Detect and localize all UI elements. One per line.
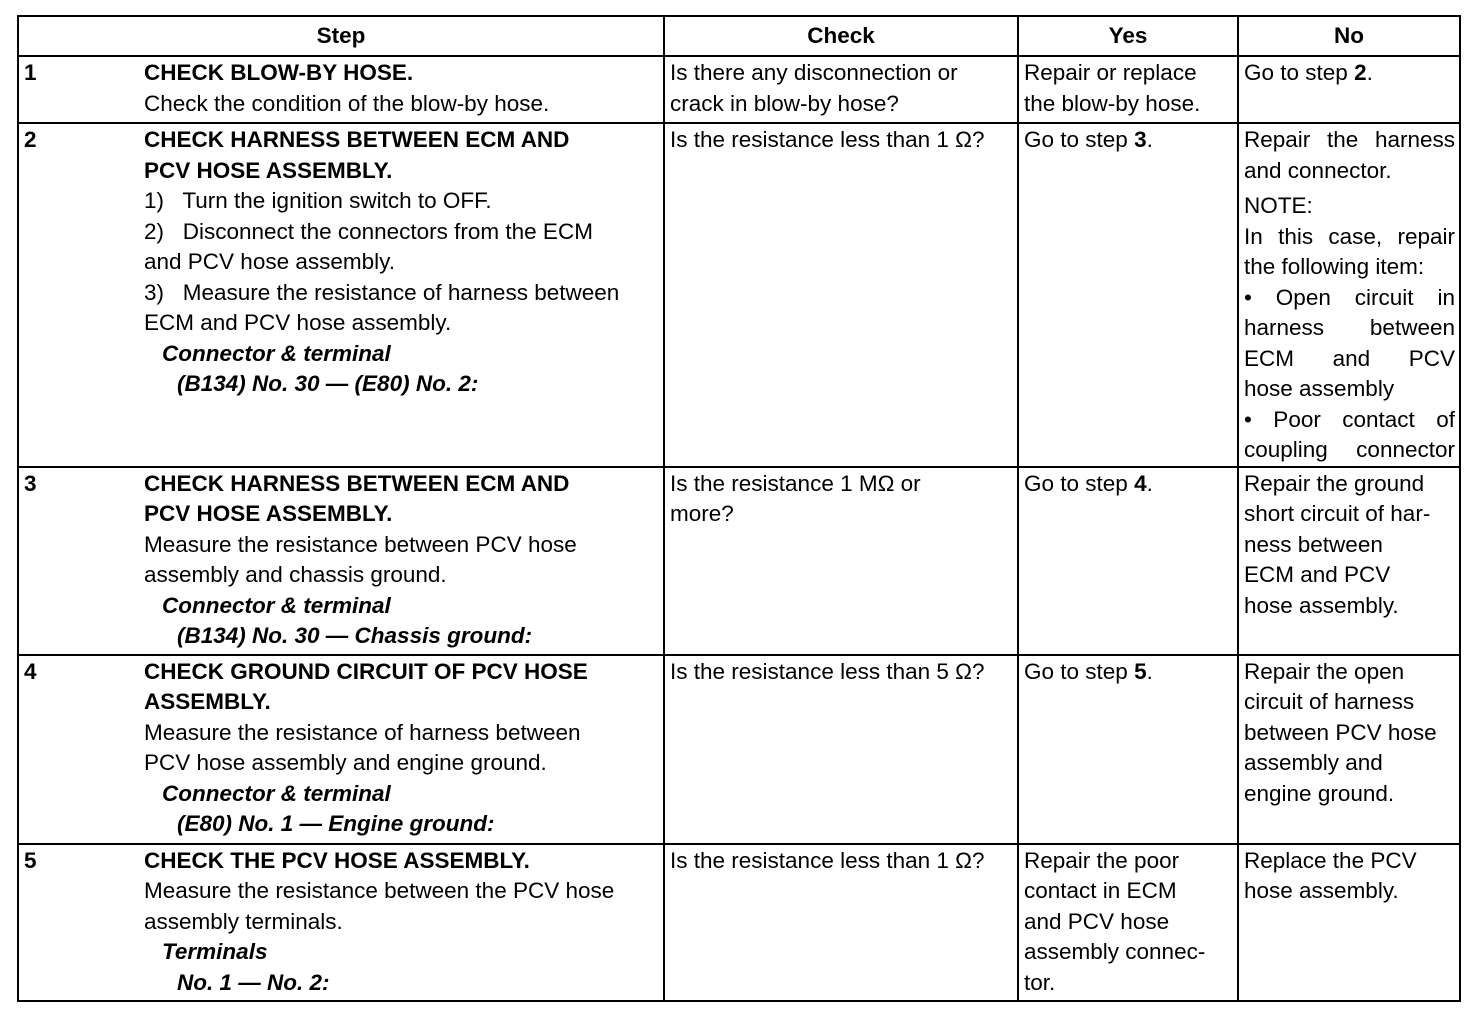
check-line: Is there any disconnection or: [670, 60, 958, 85]
check-cell: [664, 655, 1018, 844]
step-content: [19, 124, 663, 400]
note-line: coupling connector: [1244, 437, 1455, 462]
yes-prefix: Go to step: [1024, 470, 1135, 496]
table-row: [18, 467, 1460, 655]
step-number: 3: [24, 470, 37, 496]
step-title-line: PCV HOSE ASSEMBLY.: [144, 501, 393, 526]
yes-line: and PCV hose: [1024, 908, 1170, 934]
yes-suffix: .: [1146, 470, 1153, 496]
note-line: harness between: [1244, 315, 1455, 340]
check-cell: [664, 56, 1018, 123]
connector-value: (B134) No. 30 — Chassis ground:: [177, 623, 533, 648]
connector-value: No. 1 — No. 2:: [177, 969, 330, 995]
note-label: NOTE:: [1244, 193, 1313, 218]
step-number: 4: [24, 658, 37, 684]
connector-value: (E80) No. 1 — Engine ground:: [177, 811, 495, 836]
note-line: the following item:: [1244, 254, 1425, 279]
step-desc-line: Measure the resistance between PCV hose: [144, 531, 577, 557]
step-desc-line: assembly terminals.: [144, 908, 343, 934]
no-cell: [1238, 844, 1460, 1001]
check-line: Is the resistance less than 1 Ω?: [670, 847, 985, 873]
step-number: 2: [24, 127, 37, 152]
yes-cell: [1018, 123, 1238, 467]
step-title-line: PCV HOSE ASSEMBLY.: [144, 157, 393, 183]
no-cell: [1238, 56, 1460, 123]
table-row: [18, 844, 1460, 1001]
check-line: Is the resistance less than 1 Ω?: [670, 127, 985, 152]
no-prefix: Go to step: [1244, 60, 1355, 85]
note-line: In this case, repair: [1244, 223, 1455, 249]
no-line: hose assembly.: [1244, 878, 1399, 903]
step-desc-line: Measure the resistance between the PCV hose: [144, 878, 615, 903]
connector-label: Connector & terminal: [162, 340, 391, 366]
no-line: hose assembly.: [1244, 592, 1399, 618]
note-line: • Open circuit in: [1244, 284, 1455, 310]
no-line: circuit of harness: [1244, 689, 1415, 714]
step-cell: [18, 467, 664, 655]
header-check: Check: [664, 16, 1018, 56]
step-title: CHECK BLOW-BY HOSE.: [144, 60, 414, 85]
step-desc-line: 1) Turn the ignition switch to OFF.: [144, 188, 492, 213]
yes-step-ref: 4: [1134, 470, 1147, 496]
step-desc: Check the condition of the blow-by hose.: [144, 90, 550, 116]
no-step-ref: 2: [1354, 60, 1367, 85]
yes-cell: [1018, 467, 1238, 655]
yes-line: the blow-by hose.: [1024, 90, 1201, 116]
connector-label: Connector & terminal: [162, 780, 391, 806]
check-line: more?: [670, 501, 734, 526]
step-cell: [18, 655, 664, 844]
no-line: Replace the PCV: [1244, 847, 1417, 873]
connector-label: Connector & terminal: [162, 592, 391, 618]
yes-line: contact in ECM: [1024, 878, 1177, 903]
step-title-line: CHECK GROUND CIRCUIT OF PCV HOSE: [144, 658, 588, 684]
step-desc-line: assembly and chassis ground.: [144, 562, 447, 587]
no-line: Repair the ground: [1244, 470, 1425, 496]
no-cell: [1238, 655, 1460, 844]
table-row: [18, 56, 1460, 123]
yes-prefix: Go to step: [1024, 658, 1135, 684]
yes-suffix: .: [1146, 658, 1153, 684]
step-title-line: ASSEMBLY.: [144, 689, 271, 714]
step-cell: [18, 123, 664, 467]
no-line: engine ground.: [1244, 780, 1395, 806]
connector-value: (B134) No. 30 — (E80) No. 2:: [177, 371, 479, 396]
yes-step-ref: 5: [1134, 658, 1147, 684]
check-cell: [664, 467, 1018, 655]
note-line: ECM and PCV: [1244, 345, 1455, 371]
note-line: • Poor contact of: [1244, 406, 1455, 432]
header-step: Step: [18, 16, 664, 56]
step-content: [19, 57, 663, 119]
yes-line: Repair the poor: [1024, 847, 1180, 873]
step-desc-line: Measure the resistance of harness between: [144, 719, 581, 745]
no-line: ness between: [1244, 531, 1383, 557]
header-yes: Yes: [1018, 16, 1238, 56]
step-title-line: CHECK HARNESS BETWEEN ECM AND: [144, 127, 570, 152]
no-cell: [1238, 123, 1460, 467]
step-title-line: CHECK HARNESS BETWEEN ECM AND: [144, 470, 570, 496]
header-no: No: [1238, 16, 1460, 56]
step-desc-line: ECM and PCV hose assembly.: [144, 310, 452, 335]
diagnostic-table-container: [17, 15, 1461, 1002]
step-content: [19, 468, 663, 652]
step-number: 5: [24, 847, 37, 873]
check-line: Is the resistance 1 MΩ or: [670, 470, 921, 496]
yes-cell: [1018, 56, 1238, 123]
no-line: Repair the harness: [1244, 127, 1455, 152]
no-cell: [1238, 467, 1460, 655]
no-line: Repair the open: [1244, 658, 1405, 684]
step-content: [19, 845, 663, 999]
check-cell: [664, 844, 1018, 1001]
table-row: [18, 123, 1460, 467]
step-desc-line: 3) Measure the resistance of harness between: [144, 279, 620, 305]
step-cell: [18, 56, 664, 123]
check-line: Is the resistance less than 5 Ω?: [670, 658, 985, 684]
yes-line: assembly connec-: [1024, 939, 1206, 964]
yes-step-ref: 3: [1134, 127, 1147, 152]
step-content: [19, 656, 663, 840]
no-line: ECM and PCV: [1244, 562, 1391, 587]
step-number: 1: [24, 60, 37, 85]
note-line: hose assembly: [1244, 376, 1395, 401]
diagnostic-table: [17, 15, 1461, 1002]
no-line: assembly and: [1244, 750, 1383, 775]
step-desc-line: 2) Disconnect the connectors from the ECM: [144, 218, 593, 244]
yes-line: tor.: [1024, 969, 1056, 995]
no-suffix: .: [1366, 60, 1373, 85]
check-line: crack in blow-by hose?: [670, 90, 899, 116]
check-cell: [664, 123, 1018, 467]
table-row: [18, 655, 1460, 844]
yes-line: Repair or replace: [1024, 60, 1197, 85]
step-cell: [18, 844, 664, 1001]
header-row: [18, 16, 1460, 56]
no-line: between PCV hose: [1244, 719, 1437, 745]
step-desc-line: and PCV hose assembly.: [144, 249, 395, 274]
yes-suffix: .: [1146, 127, 1153, 152]
yes-prefix: Go to step: [1024, 127, 1135, 152]
no-line: short circuit of har-: [1244, 501, 1431, 526]
step-desc-line: PCV hose assembly and engine ground.: [144, 750, 547, 775]
no-line: and connector.: [1244, 157, 1392, 183]
step-title: CHECK THE PCV HOSE ASSEMBLY.: [144, 847, 530, 873]
yes-cell: [1018, 844, 1238, 1001]
yes-cell: [1018, 655, 1238, 844]
connector-label: Terminals: [162, 939, 268, 964]
